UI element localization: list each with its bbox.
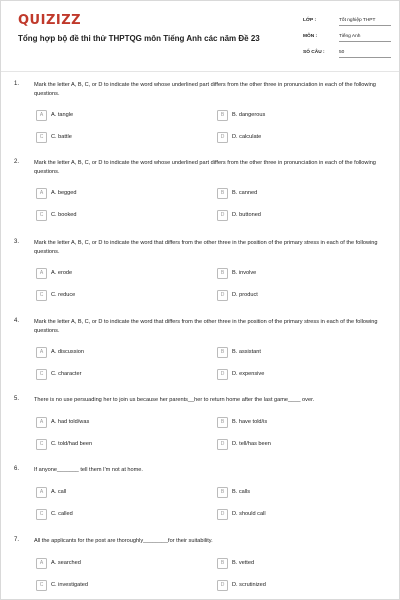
option-text: A. had told/was xyxy=(51,418,90,425)
option-letter-badge: C xyxy=(36,210,47,221)
option-letter-badge: D xyxy=(217,509,228,520)
option-letter-badge: B xyxy=(217,268,228,279)
option-letter-badge: A xyxy=(36,558,47,569)
option-letter-badge: B xyxy=(217,487,228,498)
option-text: B. canned xyxy=(232,189,258,196)
option-text: C. told/had been xyxy=(51,440,93,447)
option-letter-badge: D xyxy=(217,369,228,380)
meta-row-subject xyxy=(301,31,393,47)
option-letter-badge: B xyxy=(217,347,228,358)
option-text: D. scrutinized xyxy=(232,581,266,588)
option-text: C. booked xyxy=(51,211,77,218)
option-letter-badge: D xyxy=(217,439,228,450)
option-text: A. begged xyxy=(51,189,77,196)
option-letter-badge: A xyxy=(36,110,47,121)
meta-value: Tốt nghiệp THPT xyxy=(339,18,391,26)
header-divider xyxy=(1,71,399,72)
option-letter-badge: D xyxy=(217,290,228,301)
question-number: 5. xyxy=(14,396,20,402)
option-text: B. have told/is xyxy=(232,418,268,425)
option-text: A. call xyxy=(51,488,67,495)
option-letter-badge: D xyxy=(217,580,228,591)
option-letter-badge: A xyxy=(36,268,47,279)
meta-key: MÔN : xyxy=(303,34,318,39)
question-text: All the applicants for the post are thoroughly________for their suitability. xyxy=(34,538,213,544)
option-text: C. called xyxy=(51,510,73,517)
question-number: 3. xyxy=(14,239,20,245)
option-letter-badge: D xyxy=(217,210,228,221)
option-letter-badge: C xyxy=(36,439,47,450)
option-text: B. vetted xyxy=(232,559,255,566)
page-title: Tổng hợp bộ đề thi thử THPTQG môn Tiếng Anh các năm Đề 23 xyxy=(18,34,260,43)
meta-key: SỐ CÂU : xyxy=(303,50,325,55)
option-text: C. battle xyxy=(51,133,72,140)
option-text: C. investigated xyxy=(51,581,89,588)
option-text: A. discussion xyxy=(51,348,84,355)
option-text: B. involve xyxy=(232,269,257,276)
option-letter-badge: C xyxy=(36,509,47,520)
question-number: 7. xyxy=(14,537,20,543)
meta-key: LỚP : xyxy=(303,18,317,23)
question-text: There is no use persuading her to join us because her parents__her to return home after the last game____ over. xyxy=(34,397,315,403)
option-letter-badge: A xyxy=(36,417,47,428)
option-text: B. dangerous xyxy=(232,111,266,118)
option-letter-badge: C xyxy=(36,580,47,591)
option-letter-badge: C xyxy=(36,369,47,380)
option-text: D. should call xyxy=(232,510,266,517)
option-text: D. expensive xyxy=(232,370,265,377)
option-text: A. tangle xyxy=(51,111,74,118)
option-text: B. calls xyxy=(232,488,251,495)
option-text: D. product xyxy=(232,291,258,298)
question-number: 6. xyxy=(14,466,20,472)
meta-box xyxy=(301,15,393,63)
question-number: 4. xyxy=(14,318,20,324)
meta-value: 50 xyxy=(339,50,391,58)
option-text: D. tell/has been xyxy=(232,440,271,447)
option-text: D. calculate xyxy=(232,133,262,140)
option-letter-badge: A xyxy=(36,347,47,358)
option-letter-badge: A xyxy=(36,188,47,199)
question-text: Mark the letter A, B, C, or D to indicate the word whose underlined part differs from the other three in pronunciation in each of the following questions. xyxy=(34,82,376,97)
option-text: D. buttoned xyxy=(232,211,261,218)
question-number: 1. xyxy=(14,81,20,87)
option-letter-badge: B xyxy=(217,417,228,428)
question-text: If anyone_______ tell them I'm not at home. xyxy=(34,467,143,473)
meta-row-class xyxy=(301,15,393,31)
option-text: A. searched xyxy=(51,559,81,566)
option-letter-badge: D xyxy=(217,132,228,143)
question-text: Mark the letter A, B, C, or D to indicate the word that differs from the other three in the position of the primary stress in each of the following questions. xyxy=(34,240,378,255)
option-letter-badge: B xyxy=(217,110,228,121)
question-text: Mark the letter A, B, C, or D to indicate the word whose underlined part differs from the other three in pronunciation in each of the following questions. xyxy=(34,160,376,175)
question-text: Mark the letter A, B, C, or D to indicate the word that differs from the other three in the position of the primary stress in each of the following questions. xyxy=(34,319,378,334)
option-letter-badge: A xyxy=(36,487,47,498)
option-text: A. erode xyxy=(51,269,73,276)
option-letter-badge: C xyxy=(36,132,47,143)
option-letter-badge: B xyxy=(217,558,228,569)
option-letter-badge: B xyxy=(217,188,228,199)
meta-value: Tiếng Anh xyxy=(339,34,391,42)
option-text: B. assistant xyxy=(232,348,261,355)
option-text: C. reduce xyxy=(51,291,76,298)
question-number: 2. xyxy=(14,159,20,165)
option-letter-badge: C xyxy=(36,290,47,301)
meta-row-count xyxy=(301,47,393,63)
option-text: C. character xyxy=(51,370,82,377)
quizizz-logo: QUIZIZZ xyxy=(18,13,82,28)
